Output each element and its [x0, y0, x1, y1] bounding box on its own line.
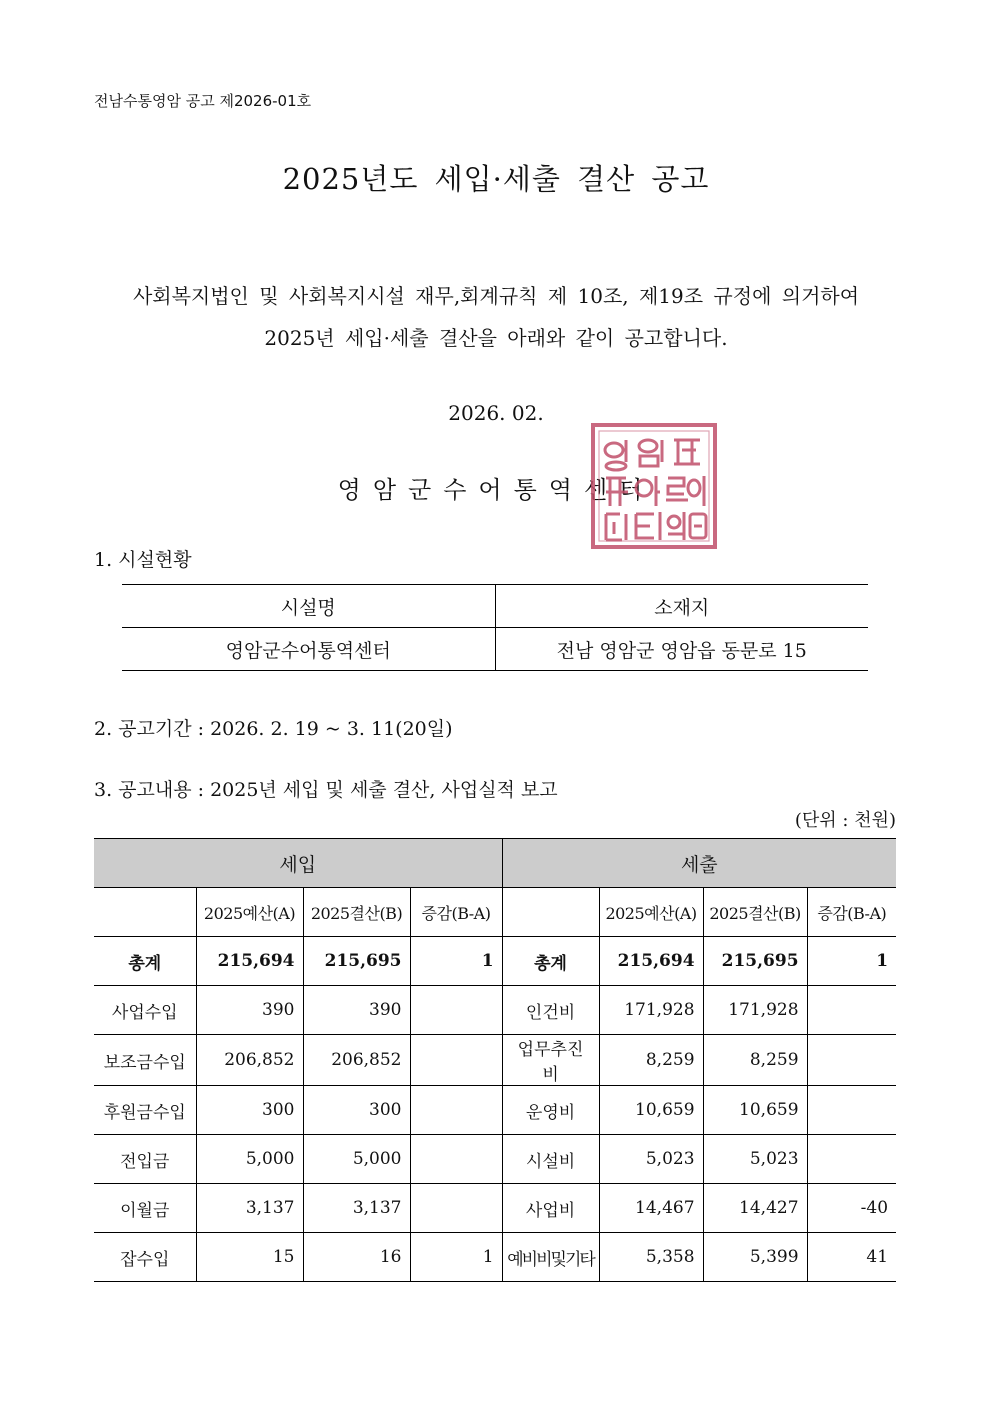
revenue-label: 보조금수입	[94, 1035, 196, 1086]
expense-settlement: 215,695	[703, 937, 807, 986]
revenue-settlement: 215,695	[303, 937, 410, 986]
revenue-diff	[410, 1086, 502, 1135]
revenue-header: 세입	[94, 839, 502, 888]
expense-label: 운영비	[502, 1086, 599, 1135]
section-facility-heading: 1. 시설현황	[94, 549, 192, 571]
revenue-budget: 5,000	[196, 1135, 303, 1184]
revenue-budget: 206,852	[196, 1035, 303, 1086]
revenue-label: 전입금	[94, 1135, 196, 1184]
revenue-col-settlement: 2025결산(B)	[303, 888, 410, 937]
expense-settlement: 5,399	[703, 1233, 807, 1282]
facility-location: 전남 영암군 영암읍 동문로 15	[495, 628, 868, 671]
facility-data-row	[122, 628, 868, 671]
revenue-settlement: 390	[303, 986, 410, 1035]
revenue-budget: 3,137	[196, 1184, 303, 1233]
expense-settlement: 10,659	[703, 1086, 807, 1135]
expense-budget: 215,694	[599, 937, 703, 986]
revenue-settlement: 206,852	[303, 1035, 410, 1086]
revenue-budget: 300	[196, 1086, 303, 1135]
revenue-diff	[410, 1184, 502, 1233]
expense-label: 업무추진비	[502, 1035, 599, 1086]
table-row	[94, 1184, 896, 1233]
budget-section-header-row	[94, 839, 896, 888]
table-row	[94, 1233, 896, 1282]
expense-budget: 10,659	[599, 1086, 703, 1135]
facility-header-location: 소재지	[495, 585, 868, 628]
section-period-heading: 2. 공고기간 : 2026. 2. 19 ~ 3. 11(20일)	[94, 718, 453, 740]
official-seal-icon	[590, 422, 718, 550]
expense-budget: 8,259	[599, 1035, 703, 1086]
expense-col-budget: 2025예산(A)	[599, 888, 703, 937]
expense-label: 인건비	[502, 986, 599, 1035]
revenue-col-label	[94, 888, 196, 937]
budget-table	[94, 838, 896, 1282]
revenue-settlement: 16	[303, 1233, 410, 1282]
expense-col-label	[502, 888, 599, 937]
revenue-col-budget: 2025예산(A)	[196, 888, 303, 937]
expense-diff	[807, 1086, 896, 1135]
expense-settlement: 14,427	[703, 1184, 807, 1233]
expense-header: 세출	[502, 839, 896, 888]
table-row	[94, 1086, 896, 1135]
table-row	[94, 1035, 896, 1086]
revenue-diff: 1	[410, 937, 502, 986]
facility-header-name: 시설명	[122, 585, 495, 628]
document-title: 2025년도 세입·세출 결산 공고	[282, 162, 710, 196]
expense-budget: 5,358	[599, 1233, 703, 1282]
expense-budget: 5,023	[599, 1135, 703, 1184]
revenue-diff	[410, 1135, 502, 1184]
expense-col-diff: 증감(B-A)	[807, 888, 896, 937]
intro-text-line-2: 2025년 세입·세출 결산을 아래와 같이 공고합니다.	[264, 326, 728, 350]
expense-label: 사업비	[502, 1184, 599, 1233]
budget-column-header-row	[94, 888, 896, 937]
expense-diff: -40	[807, 1184, 896, 1233]
revenue-diff: 1	[410, 1233, 502, 1282]
revenue-settlement: 300	[303, 1086, 410, 1135]
revenue-settlement: 5,000	[303, 1135, 410, 1184]
revenue-budget: 15	[196, 1233, 303, 1282]
facility-header-row	[122, 585, 868, 628]
revenue-label: 잡수입	[94, 1233, 196, 1282]
section-content-heading: 3. 공고내용 : 2025년 세입 및 세출 결산, 사업실적 보고	[94, 779, 558, 801]
expense-diff	[807, 1035, 896, 1086]
revenue-diff	[410, 986, 502, 1035]
revenue-settlement: 3,137	[303, 1184, 410, 1233]
expense-label: 예비비및기타	[502, 1233, 599, 1282]
expense-label: 시설비	[502, 1135, 599, 1184]
revenue-budget: 390	[196, 986, 303, 1035]
expense-settlement: 8,259	[703, 1035, 807, 1086]
facility-table	[122, 584, 868, 671]
intro-text-line-1: 사회복지법인 및 사회복지시설 재무,회계규칙 제 10조, 제19조 규정에 의거하여	[132, 284, 860, 308]
revenue-label: 총계	[94, 937, 196, 986]
expense-diff	[807, 986, 896, 1035]
organization-name: 영암군수어통역센터	[337, 476, 655, 504]
revenue-budget: 215,694	[196, 937, 303, 986]
table-row	[94, 1135, 896, 1184]
revenue-label: 후원금수입	[94, 1086, 196, 1135]
facility-name: 영암군수어통역센터	[122, 628, 495, 671]
expense-budget: 171,928	[599, 986, 703, 1035]
expense-diff: 1	[807, 937, 896, 986]
expense-settlement: 171,928	[703, 986, 807, 1035]
table-row	[94, 986, 896, 1035]
unit-label: (단위 : 천원)	[794, 810, 896, 831]
expense-label: 총계	[502, 937, 599, 986]
revenue-label: 이월금	[94, 1184, 196, 1233]
table-row-total	[94, 937, 896, 986]
document-number: 전남수통영암 공고 제2026-01호	[94, 92, 312, 110]
expense-col-settlement: 2025결산(B)	[703, 888, 807, 937]
revenue-label: 사업수입	[94, 986, 196, 1035]
revenue-diff	[410, 1035, 502, 1086]
expense-diff	[807, 1135, 896, 1184]
expense-diff: 41	[807, 1233, 896, 1282]
announcement-date: 2026. 02.	[448, 401, 544, 425]
revenue-col-diff: 증감(B-A)	[410, 888, 502, 937]
expense-budget: 14,467	[599, 1184, 703, 1233]
expense-settlement: 5,023	[703, 1135, 807, 1184]
